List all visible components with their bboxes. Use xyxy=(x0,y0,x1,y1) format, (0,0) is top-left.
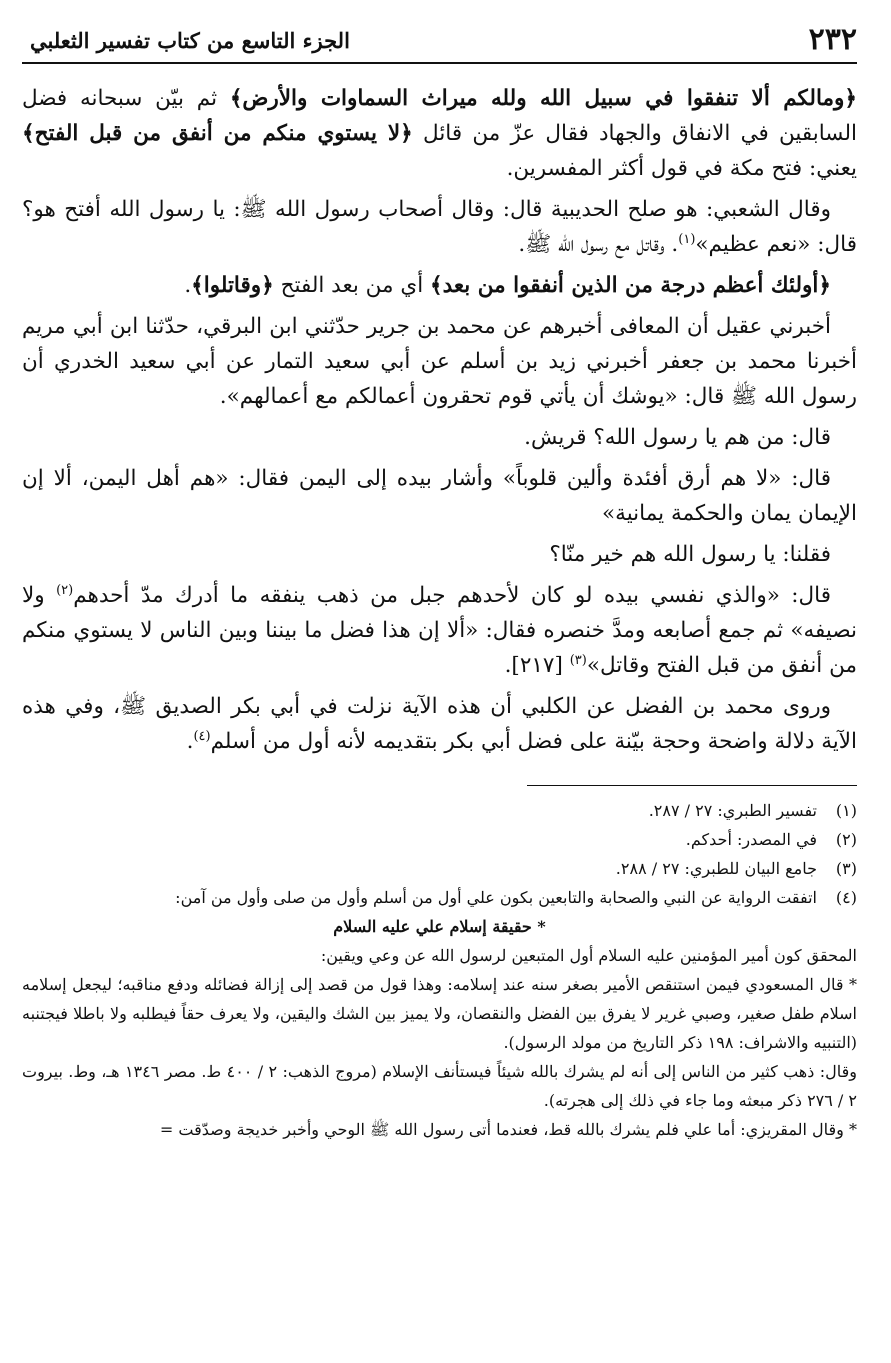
footnote-1 xyxy=(22,796,857,825)
quran-verse: ﴿أولئك أعظم درجة من الذين أنفقوا من بعد﴾ xyxy=(430,273,831,298)
footnote-ref-2[interactable]: (٢) xyxy=(56,582,74,598)
footnote-divider xyxy=(527,785,857,786)
paragraph-6: قال: «لا هم أرق أفئدة وألين قلوباً» وأشار بيده إلى اليمن فقال: «هم أهل اليمن، ألا إن الإيمان يمان والحكمة يمانية» xyxy=(22,466,857,526)
paragraph-1 xyxy=(22,81,857,186)
text-span: قال: «والذي نفسي بيده لو كان لأحدهم جبل من ذهب ينفقه ما أدرك مدّ أحدهم xyxy=(73,583,831,608)
quran-verse: ﴿وقاتلوا﴾ xyxy=(191,273,274,298)
footnote-text: جامع البيان للطبري: ٢٧ / ٢٨٨. xyxy=(615,859,817,878)
text-span: . xyxy=(184,273,192,298)
paragraph-2 xyxy=(22,192,857,262)
footnote-heading: * حقيقة إسلام علي عليه السلام xyxy=(333,917,546,936)
text-span: . xyxy=(186,729,194,754)
text-span: [٢١٧]. xyxy=(504,653,570,678)
footnote-number: (٣) xyxy=(835,859,857,878)
text-span: ثم بيّن سبحانه فضل السابقين في الانفاق والجهاد فقال عزّ من قائل xyxy=(22,86,857,146)
running-title: الجزء التاسع من كتاب تفسير الثعلبي xyxy=(30,28,350,53)
quran-verse: ﴿ومالكم ألا تنفقوا في سبيل الله ولله ميراث السماوات والأرض﴾ xyxy=(229,86,857,111)
page-number: ٢٣٢ xyxy=(808,22,857,57)
paragraph-4: أخبرني عقيل أن المعافى أخبرهم عن محمد بن جرير حدّثني ابن البرقي، حدّثنا ابن أبي مريم أخبرنا محمد بن جعفر أخبرني زيد بن أسلم عن أبي سعيد التمار عن أبي سعيد الخدري أن رسول الله ﷺ قال: «يوشك أن يأتي قوم تحقرون أعمالكم مع أعمالهم». xyxy=(22,314,857,409)
footnote-ref-4[interactable]: (٤) xyxy=(193,728,211,744)
text-span: وروى محمد بن الفضل عن الكلبي أن هذه الآية نزلت في أبي بكر الصديق ﷺ، وفي هذه الآية دلالة واضحة وحجة بيّنة على فضل أبي بكر بتقديمه لأنه أول من أسلم xyxy=(22,694,857,754)
footnote-text: تفسير الطبري: ٢٧ / ٢٨٧. xyxy=(648,801,817,820)
footnote-2 xyxy=(22,825,857,854)
paragraph-8 xyxy=(22,578,857,683)
text-span: ولا نصيفه» ثم جمع أصابعه ومدَّ خنصره فقال: «ألا إن هذا فضل ما بيننا وبين الناس لا يستوي منكم من أنفق من قبل الفتح وقاتل» xyxy=(22,583,857,678)
footnote-number: (٢) xyxy=(835,830,857,849)
main-text xyxy=(22,81,857,759)
footnote-text: في المصدر: أحدكم. xyxy=(685,830,817,849)
text-span: وقال الشعبي: هو صلح الحديبية قال: وقال أصحاب رسول الله ﷺ: يا رسول الله أفتح هو؟ قال: «نعم عظيم» xyxy=(22,197,857,257)
footnotes xyxy=(22,796,857,1144)
footnote-3 xyxy=(22,854,857,883)
footnote-ref-3[interactable]: (٣) xyxy=(569,652,587,668)
footnote-number: (١) xyxy=(835,801,857,820)
footnote-paragraph: * قال المسعودي فيمن استنقص الأمير بصغر سنه عند إسلامه: وهذا قول من قصد إلى إزالة فضائله ودفع مناقبه؛ ليجعل إسلامه اسلام طفل صغير، وصبي غرير لا يفرق بين الفضل والنقصان، ولا يميز بين الشك واليقين، ولا يعرف حقاً فيطلبه ولا باطلا فيجتنبه (التنبيه والاشراف: ١٩٨ ذكر التاريخ من مولد الرسول). xyxy=(22,975,857,1052)
footnote-number: (٤) xyxy=(835,888,857,907)
paragraph-7: فقلنا: يا رسول الله هم خير منّا؟ xyxy=(549,542,831,567)
footnote-text: اتفقت الرواية عن النبي والصحابة والتابعين بكون علي أول من أسلم وأول من صلى وأول من آمن: xyxy=(175,888,817,907)
footnote-paragraph: وقال: ذهب كثير من الناس إلى أنه لم يشرك بالله شيئاً فيستأنف الإسلام (مروج الذهب: ٢ / ٤٠٠ ط. مصر ١٣٤٦ هـ، وط. بيروت ٢ / ٢٧٦ ذكر مبعثه وما جاء في ذلك إلى هجرته). xyxy=(22,1062,858,1110)
paragraph-3 xyxy=(22,268,857,303)
footnote-paragraph: * وقال المقريزي: أما علي فلم يشرك بالله قط، فعندما أتى رسول الله ﷺ الوحي وأخبر خديجة وصدّقت = xyxy=(159,1120,857,1139)
footnote-paragraph: المحقق كون أمير المؤمنين عليه السلام أول المتبعين لرسول الله عن وعي ويقين: xyxy=(320,946,857,965)
paragraph-9 xyxy=(22,689,857,759)
text-span: . وقاتل مع رسول الله ﷺ. xyxy=(518,232,679,257)
paragraph-5: قال: من هم يا رسول الله؟ قريش. xyxy=(524,425,831,450)
footnote-4 xyxy=(22,883,857,912)
text-span: يعني: فتح مكة في قول أكثر المفسرين. xyxy=(506,156,857,181)
page-header xyxy=(22,0,857,64)
text-span: أي من بعد الفتح xyxy=(273,273,431,298)
quran-verse: ﴿لا يستوي منكم من أنفق من قبل الفتح﴾ xyxy=(22,121,413,146)
footnote-ref-1[interactable]: (١) xyxy=(678,231,696,247)
